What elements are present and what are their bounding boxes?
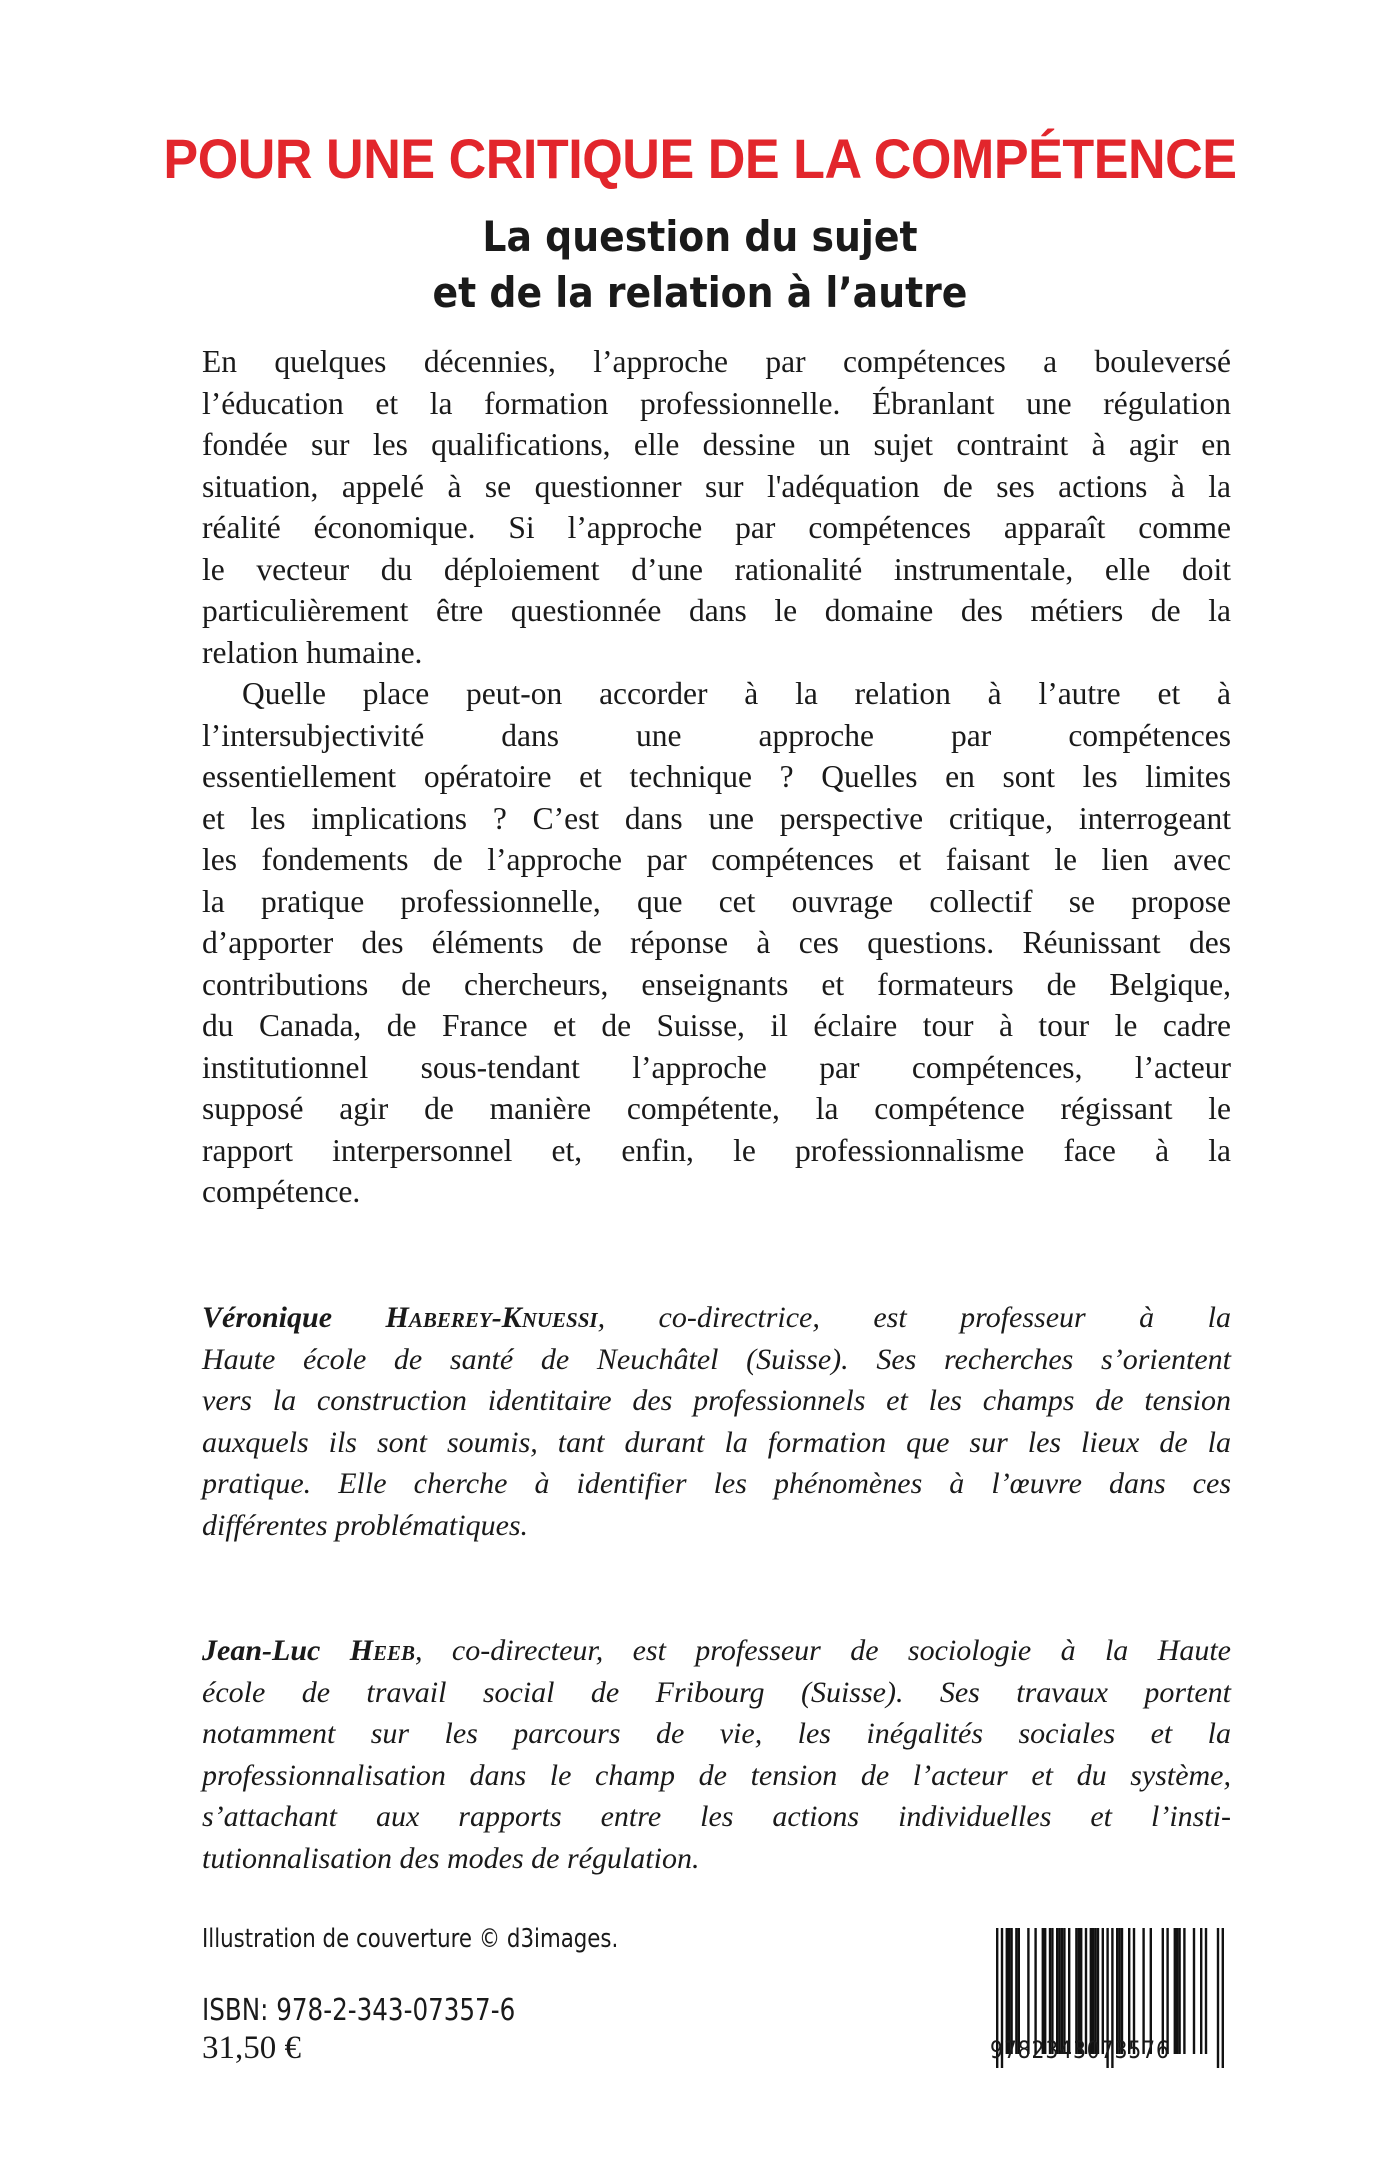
book-title: POUR UNE CRITIQUE DE LA COMPÉTENCE [163,127,1237,190]
bio-line: école de travail social de Fribourg (Suisse). Ses travaux portent [202,1675,1231,1709]
blurb-line: situation, appelé à se questionner sur l'adéquation de ses actions à la [202,468,1231,504]
illustration-credit: Illustration de couverture © d3images. [202,1924,619,1954]
blurb [202,341,1231,1213]
blurb-line: le vecteur du déploiement d’une rationalité instrumentale, elle doit [202,551,1231,587]
author-name [202,1634,415,1667]
bio-editor-2 [202,1630,1231,1879]
barcode-bar [1205,1928,1207,2054]
bio-line: notamment sur les parcours de vie, les inégalités sociales et la [202,1717,1231,1750]
blurb-line: et les implications ? C’est dans une perspective critique, interrogeant [202,800,1231,836]
blurb-line: les fondements de l’approche par compétences et faisant le lien avec [202,842,1231,877]
blurb-line: compétence. [202,1174,361,1209]
isbn: ISBN: 978-2-343-07357-6 [202,1993,516,2028]
blurb-line: l’éducation et la formation professionnelle. Ébranlant une régulation [202,385,1231,421]
blurb-line: réalité économique. Si l’approche par compétences apparaît comme [202,510,1231,545]
author-surname: Heeb [349,1634,416,1667]
bio-line: tutionnalisation des modes de régulation. [202,1841,700,1875]
bio-line: différentes problématiques. [202,1508,529,1542]
bio-line: Haute école de santé de Neuchâtel (Suisse). Ses recherches s’orientent [202,1342,1231,1376]
bio-text: , co-directrice, est professeur à la [597,1301,1231,1334]
blurb-line: d’apporter des éléments de réponse à ces questions. Réunissant des [202,925,1231,960]
bio-text: , co-directeur, est professeur de sociologie à la Haute [415,1634,1231,1667]
blurb-line: essentiellement opératoire et technique ? Quelles en sont les limites [202,759,1231,794]
author-first-name: Véronique [202,1301,386,1334]
barcode-bar [1200,1928,1202,2054]
blurb-line: du Canada, de France et de Suisse, il éclaire tour à tour le cadre [202,1008,1231,1043]
bio-line: s’attachant aux rapports entre les actions individuelles et l’insti- [202,1800,1231,1833]
price: 31,50 € [202,2030,301,2066]
blurb-line: contributions de chercheurs, enseignants et formateurs de Belgique, [202,966,1231,1002]
blurb-line: rapport interpersonnel et, enfin, le professionnalisme face à la [202,1132,1231,1168]
barcode-bar [1217,1928,1219,2068]
bio-editor-1 [202,1297,1231,1546]
bio-line: vers la construction identitaire des professionnels et les champs de tension [202,1384,1231,1417]
bio-line: professionnalisation dans le champ de tension de l’acteur et du système, [202,1758,1231,1792]
subtitle-line-1: La question du sujet [482,212,918,261]
author-name [202,1301,598,1334]
blurb-line: la pratique professionnelle, que cet ouvrage collectif se propose [202,883,1231,919]
blurb-line: institutionnel sous-tendant l’approche par compétences, l’acteur [202,1049,1231,1085]
blurb-line: relation humaine. [202,634,423,670]
author-first-name: Jean-Luc [202,1634,350,1667]
blurb-line: En quelques décennies, l’approche par compétences a bouleversé [202,344,1231,379]
blurb-line: Quelle place peut-on accorder à la relation à l’autre et à [242,676,1231,711]
blurb-line: fondée sur les qualifications, elle dessine un sujet contraint à agir en [202,427,1231,462]
bio-line: pratique. Elle cherche à identifier les phénomènes à l’œuvre dans ces [202,1467,1231,1500]
blurb-line: particulièrement être questionnée dans le domaine des métiers de la [202,593,1231,628]
barcode-digits: 9782343073576 [990,2036,1170,2064]
blurb-line: l’intersubjectivité dans une approche par compétences [202,717,1231,753]
bio-line [202,1630,1231,1672]
bio-line: auxquels ils sont soumis, tant durant la formation que sur les lieux de la [202,1425,1231,1459]
author-surname: Haberey-Knuessi [385,1301,598,1334]
blurb-line: supposé agir de manière compétente, la compétence régissant le [202,1091,1231,1126]
barcode-bar [1222,1928,1224,2068]
bio-line [202,1297,1231,1339]
subtitle-line-2: et de la relation à l’autre [432,268,968,317]
